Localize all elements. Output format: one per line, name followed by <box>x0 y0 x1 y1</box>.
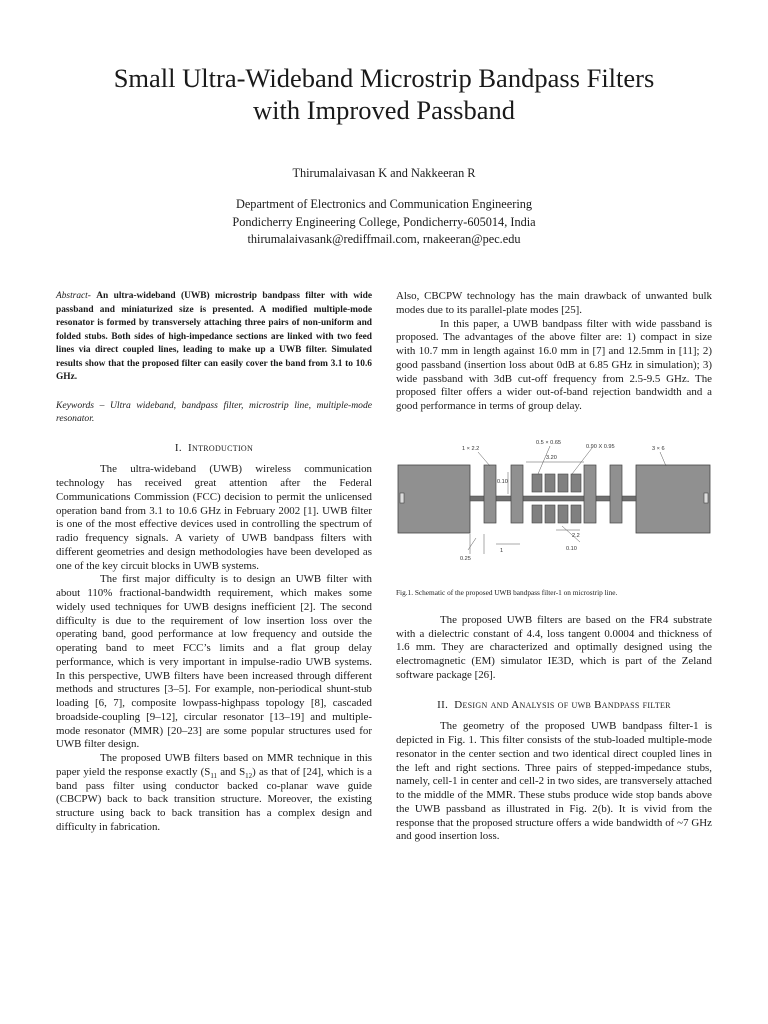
right-column <box>396 290 712 844</box>
section-number: I. <box>174 441 182 454</box>
section-heading-introduction <box>56 442 372 456</box>
dim-label-spacing: 1 <box>500 547 504 554</box>
mmr-stub-1 <box>532 474 542 492</box>
coupled-stub-3 <box>584 465 596 523</box>
keywords: Keywords – Ultra wideband, bandpass filter, microstrip line, multiple-mode resonator. <box>56 399 372 424</box>
title-line-1: Small Ultra-Wideband Microstrip Bandpass Filters <box>113 63 655 93</box>
left-column <box>56 290 372 835</box>
coupled-stub-2 <box>511 465 523 523</box>
figure-1-schematic <box>396 430 712 578</box>
dim-label-gap-top: 0.10 <box>497 478 508 485</box>
mmr-stub-2 <box>545 474 555 492</box>
dim-label-stub-large: 0.90 X 0.95 <box>586 443 615 450</box>
mmr-stub-6 <box>545 505 555 523</box>
abstract <box>56 290 372 385</box>
affiliation-college: Pondicherry Engineering College, Pondicherry-605014, India <box>232 214 536 229</box>
dim-label-stub-small: 0.5 × 0.65 <box>536 439 562 446</box>
dim-label-gap-bottom: 0.10 <box>566 545 577 552</box>
intro-paragraph-3 <box>56 752 372 835</box>
intro-p3-part-c: ) as that of [24], which is a band pass filter using conductor backed co-planar wave guide (CBCPW) back to back transition structure. Moreover, the existing structure using back to back transition has a complex design and difficulty in fabrication. <box>56 765 372 833</box>
subscript-s11: 11 <box>210 771 218 780</box>
dim-label-length: 3.20 <box>546 454 557 461</box>
abstract-body: An ultra-wideband (UWB) microstrip bandpass filter with wide passband and miniaturized size is presented. A modified multiple-mode resonator is formed by transversely attaching three pairs of non-uniform and folded stubs. Both sides of high-impedance sections are linked with two feed lines via direct coupled lines, leading to make up a UWB filter. Simulated results show that the proposed filter can easily cover the band from 3.1 to 10.6 GHz. <box>56 291 372 382</box>
figure-1-caption: Fig.1. Schematic of the proposed UWB bandpass filter-1 on microstrip line. <box>396 587 618 597</box>
intro-paragraph-1: The ultra-wideband (UWB) wireless communication technology has received great attention after the Federal Communications Commission (FCC) decision to permit the unlicensed operation band from 3.1 to 10.6 GHz in February 2002 [1]. UWB filter is one of the most effective devices used in controlling the spectrum of radio frequency signals. A variety of UWB bandpass filters with different geometries and design methodologies have been developed as one of the key circuit blocks in UWB systems. <box>56 463 372 572</box>
section-heading-design <box>396 699 712 713</box>
dim-label-feed: 0.25 <box>460 555 471 562</box>
filter-schematic-drawing <box>396 430 712 578</box>
right-paragraph-0: Also, CBCPW technology has the main drawback of unwanted bulk modes due to its parallel-plate modes [25]. <box>396 290 712 316</box>
left-feed-pad <box>398 465 470 533</box>
dim-label-stub-width: 2.2 <box>572 532 580 539</box>
mmr-stub-5 <box>532 505 542 523</box>
port-1-marker <box>400 493 404 503</box>
authors: Thirumalaivasan K and Nakkeeran R <box>292 166 476 180</box>
section-title: Design and Analysis of uwb Bandpass filter <box>454 698 671 711</box>
abstract-lead: Abstract- <box>56 291 91 301</box>
right-feed-pad <box>636 465 710 533</box>
intro-p3-part-a: The proposed UWB filters based on MMR technique in this paper yield the response exactly (S <box>56 752 372 778</box>
section-number: II. <box>437 698 449 711</box>
dim-label-pad: 3 × 6 <box>652 445 665 452</box>
dim-label-coupled: 1 × 2.2 <box>462 445 480 452</box>
mmr-stub-4 <box>571 474 581 492</box>
title-line-2: with Improved Passband <box>252 95 516 125</box>
coupled-stub-4 <box>610 465 622 523</box>
right-paragraph-3: The geometry of the proposed UWB bandpass filter-1 is depicted in Fig. 1. This filter consists of the stub-loaded multiple-mode resonator in the center section and two identical direct coupled lines in the left and right sections. Three pairs of stepped-impedance stubs, namely, cell-1 in center and cell-2 in two sides, are transversely attached to the middle of the MMR. These stubs produce wide stop bands above the UWB passband as illustrated in Fig. 2(b). It is vivid from the response that the proposed structure offers a wide bandwidth of ~7 GHz and good insertion loss. <box>396 720 712 843</box>
intro-p3-part-b: and S <box>217 765 246 778</box>
mmr-stub-8 <box>571 505 581 523</box>
section-title: Introduction <box>188 441 254 454</box>
affiliation-emails: thirumalaivasank@rediffmail.com, rnakeeran@pec.edu <box>247 232 521 246</box>
port-2-marker <box>704 493 708 503</box>
right-paragraph-2: The proposed UWB filters are based on the FR4 substrate with a dielectric constant of 4.4, loss tangent 0.0004 and thickness of 1.6 mm. They are characterized and optimally designed using the electromagnetic (EM) simulator IE3D, which is part of the Zeland software package [26]. <box>396 613 712 681</box>
subscript-s12: 12 <box>245 771 253 780</box>
mmr-stub-3 <box>558 474 568 492</box>
affiliation <box>0 196 768 249</box>
affiliation-department: Department of Electronics and Communication Engineering <box>235 197 533 211</box>
intro-paragraph-2: The first major difficulty is to design an UWB filter with about 110% fractional-bandwidth requirement, which makes some widely used techniques for UWB designs inefficient [2]. The second difficulty is due to the requirement of low insertion loss over the operating band, good performance at low frequency and outside the operating band to meet FCC’s limits and a flat group delay performance, which is very important in impulse-radio UWB systems. In this perspective, UWB filters have been increased through different methods and structures [3–5]. For example, non-periodical shunt-stub loading [6, 7], composite lowpass-highpass topology [8], cascaded broadside-coupling [9–12], circular resonator [13–19] and multiple-mode resonator (MMR) [20–23] are some popular structures used for UWB filter design. <box>56 573 372 751</box>
coupled-stub-1 <box>484 465 496 523</box>
mmr-stub-7 <box>558 505 568 523</box>
paper-title <box>40 62 728 126</box>
right-paragraph-1: In this paper, a UWB bandpass filter with wide passband is proposed. The advantages of the above filter are: 1) compact in size with 10.7 mm in length against 16.0 mm in [7] and 12.5mm in [11]; 2) good passband (insertion loss about 0dB at 6.85 GHz in simulation); 3) wide passband with 3dB cut-off frequency from 2.5-9.5 GHz. The proposed filter offers a wider out-of-band rejection bandwidth and a good performance in terms of group delay. <box>396 317 712 412</box>
